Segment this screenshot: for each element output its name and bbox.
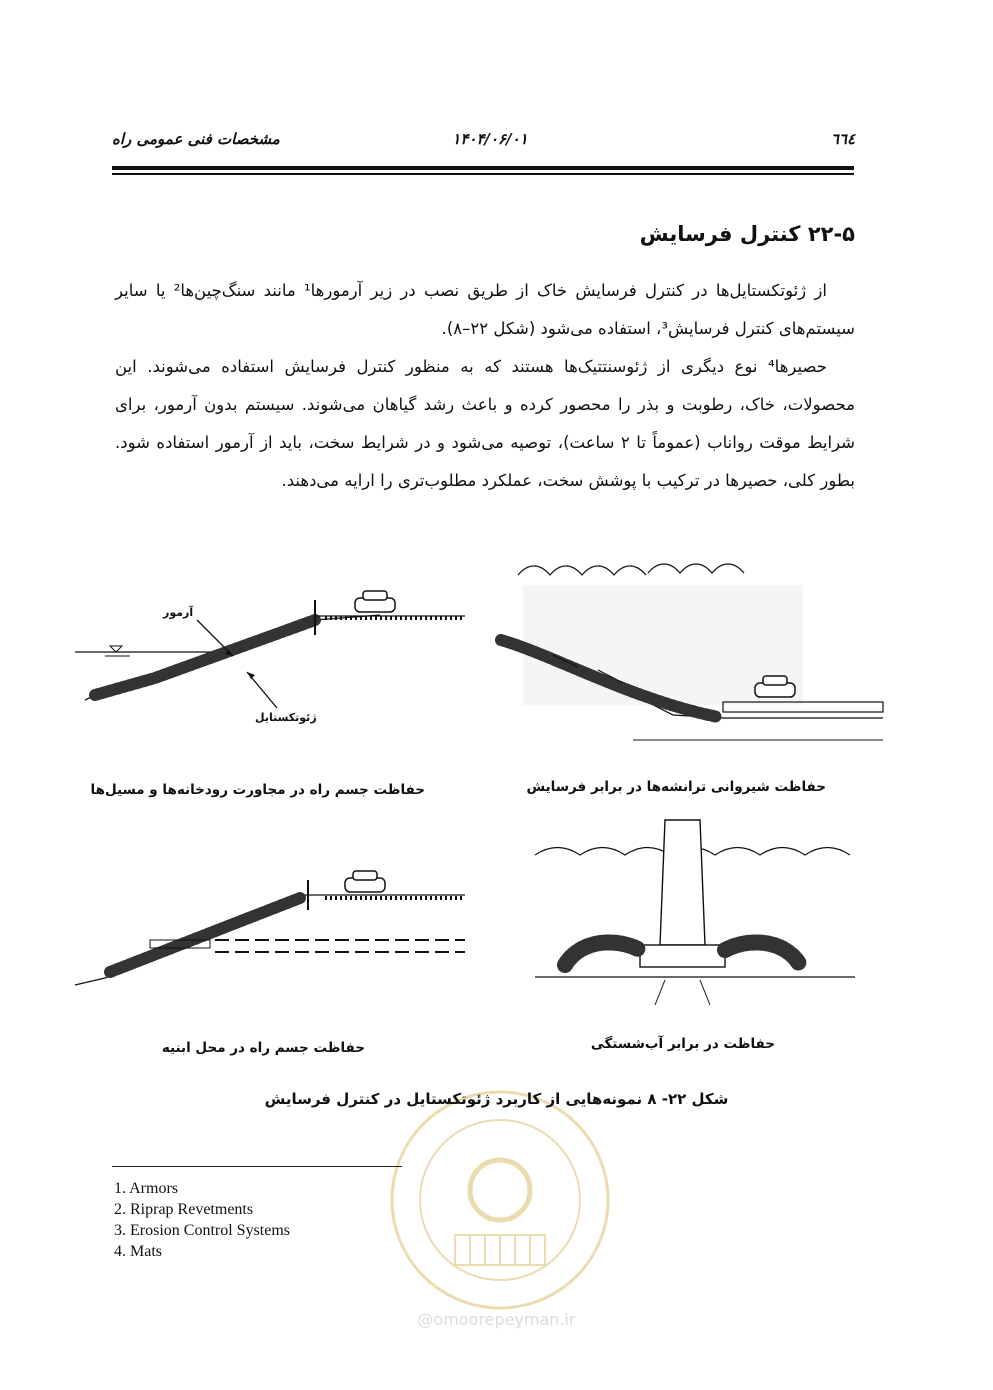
header-rule-thin <box>112 173 854 175</box>
paragraph-2: حصیرها⁴ نوع دیگری از ژئوسنتتیک‌ها هستند که به منظور کنترل فرسایش استفاده می‌شوند. این محصولات، خاک، رطوبت و بذر را محصور کرده و باعث رشد گیاهان می‌شوند. سیستم بدون آرمور، برای شرایط موقت رواناب (عموماً تا ۲ ساعت)، توصیه می‌شود و در شرایط سخت، باید از آرمور استفاده شود. بطور کلی، حصیرها در ترکیب با پوشش سخت، عملکرد مطلوب‌تری را ارایه می‌دهند. <box>115 357 855 490</box>
diagram-river-embankment <box>75 590 475 730</box>
caption-top-right: حفاظت شیروانی ترانشه‌ها در برابر فرسایش <box>526 779 826 795</box>
section-title: ۲۲-۵ کنترل فرسایش <box>639 222 855 246</box>
label-armor: آرمور <box>163 606 194 619</box>
diagram-scour-pier <box>535 815 865 1015</box>
footnote-2: 2. Riprap Revetments <box>114 1201 254 1218</box>
paragraph-1: از ژئوتکستایل‌ها در کنترل فرسایش خاک از طریق نصب در زیر آرمورها¹ مانند سنگ‌چین‌ها² یا سایر سیستم‌های کنترل فرسایش³، استفاده می‌شود (شکل ۲۲–۸). <box>115 281 855 338</box>
caption-bottom-left: حفاظت جسم راه در محل ابنیه <box>161 1040 365 1056</box>
caption-top-left: حفاظت جسم راه در مجاورت رودخانه‌ها و مسیل‌ها <box>90 782 425 798</box>
header-rule-thick <box>112 166 854 170</box>
header-title: مشخصات فنی عمومی راه <box>112 130 280 148</box>
page-number: ٦٦٤ <box>830 130 855 148</box>
footnote-3: 3. Erosion Control Systems <box>114 1222 291 1239</box>
label-geotextile: ژئوتکستایل <box>255 711 317 724</box>
body-text <box>115 272 855 500</box>
caption-bottom-right: حفاظت در برابر آب‌شستگی <box>590 1036 775 1052</box>
footnote-1: 1. Armors <box>114 1180 178 1197</box>
diagram-structure-embankment <box>75 860 475 1000</box>
footnote-4: 4. Mats <box>114 1243 162 1260</box>
header-date: ۱۴۰۴/۰۶/۰۱ <box>452 130 528 148</box>
footnote-rule <box>112 1166 402 1167</box>
diagram-cut-slope <box>493 555 893 745</box>
watermark-text: @omoorepeyman.ir <box>417 1310 576 1329</box>
figure-caption: شکل ۲۲- ۸ نمونه‌هایی از کاربرد ژئوتکستایل در کنترل فرسایش <box>264 1090 729 1108</box>
